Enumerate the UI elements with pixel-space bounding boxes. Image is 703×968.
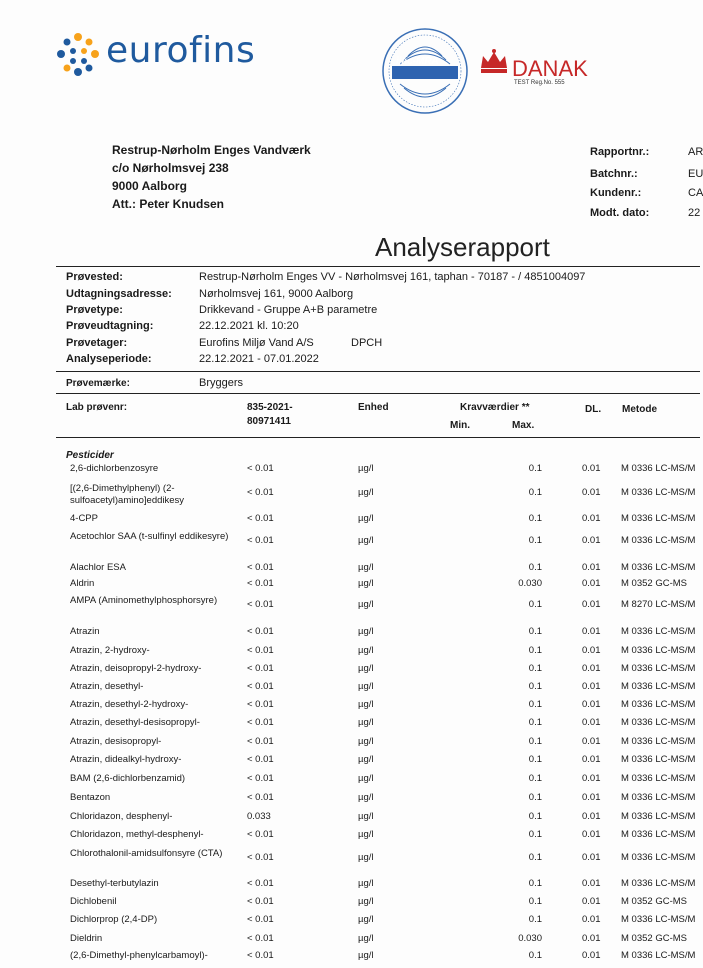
analyte-name: BAM (2,6-dichlorbenzamid) xyxy=(70,773,186,784)
max-value: 0.1 xyxy=(528,736,542,747)
customer-number-label: Kundenr.: xyxy=(590,187,642,199)
max-value: 0.1 xyxy=(528,829,542,840)
result-value: < 0.01 xyxy=(247,463,274,474)
method-value: M 0336 LC-MS/M xyxy=(621,463,696,474)
info-value: 22.12.2021 kl. 10:20 xyxy=(199,320,299,332)
method-value: M 0352 GC-MS xyxy=(621,896,687,907)
danak-logo-text: DANAK xyxy=(512,56,588,81)
method-value: M 0352 GC-MS xyxy=(621,578,687,589)
unit-value: µg/l xyxy=(358,578,374,589)
result-value: < 0.01 xyxy=(247,792,274,803)
unit-value: µg/l xyxy=(358,896,374,907)
table-row xyxy=(0,513,700,531)
method-value: M 0336 LC-MS/M xyxy=(621,487,696,498)
result-value: < 0.01 xyxy=(247,645,274,656)
method-value: M 0336 LC-MS/M xyxy=(621,663,696,674)
divider xyxy=(56,266,700,267)
info-value: 22.12.2021 - 07.01.2022 xyxy=(199,353,319,365)
table-row xyxy=(0,896,700,914)
dl-value: 0.01 xyxy=(582,717,601,728)
unit-value: µg/l xyxy=(358,950,374,961)
address-line-2: c/o Nørholmsvej 238 xyxy=(112,161,229,175)
dl-value: 0.01 xyxy=(582,773,601,784)
result-value: < 0.01 xyxy=(247,773,274,784)
result-value: < 0.01 xyxy=(247,599,274,610)
info-label: Prøvested: xyxy=(66,271,123,283)
table-row xyxy=(0,754,700,772)
dl-value: 0.01 xyxy=(582,792,601,803)
dl-value: 0.01 xyxy=(582,829,601,840)
address-line-4: Att.: Peter Knudsen xyxy=(112,197,225,211)
max-value: 0.1 xyxy=(528,852,542,863)
section-title: Pesticider xyxy=(66,450,114,461)
max-value: 0.1 xyxy=(528,535,542,546)
unit-value: µg/l xyxy=(358,487,374,498)
result-value: < 0.01 xyxy=(247,878,274,889)
col-sample-no-1: 835-2021- xyxy=(247,402,293,413)
analyte-name: Aldrin xyxy=(70,578,95,589)
max-value: 0.1 xyxy=(528,896,542,907)
analyte-name: Dieldrin xyxy=(70,933,103,944)
method-value: M 0352 GC-MS xyxy=(621,933,687,944)
dl-value: 0.01 xyxy=(582,535,601,546)
info-value: Restrup-Nørholm Enges VV - Nørholmsvej 161, taphan - 70187 - / 4851004097 xyxy=(199,271,586,283)
dl-value: 0.01 xyxy=(582,578,601,589)
max-value: 0.1 xyxy=(528,599,542,610)
customer-number-value: CA xyxy=(688,187,703,199)
table-row xyxy=(0,848,700,866)
result-value: < 0.01 xyxy=(247,914,274,925)
report-number-value: AR xyxy=(688,146,703,158)
method-value: M 0336 LC-MS/M xyxy=(621,626,696,637)
table-row xyxy=(0,736,700,754)
info-label: Prøvetype: xyxy=(66,304,123,316)
analyte-name: Alachlor ESA xyxy=(70,562,126,573)
method-value: M 8270 LC-MS/M xyxy=(621,599,696,610)
max-value: 0.1 xyxy=(528,792,542,803)
max-value: 0.1 xyxy=(528,699,542,710)
unit-value: µg/l xyxy=(358,463,374,474)
report-number-label: Rapportnr.: xyxy=(590,146,650,158)
method-value: M 0336 LC-MS/M xyxy=(621,535,696,546)
method-value: M 0336 LC-MS/M xyxy=(621,562,696,573)
table-row xyxy=(0,645,700,663)
unit-value: µg/l xyxy=(358,699,374,710)
table-row xyxy=(0,914,700,932)
result-value: < 0.01 xyxy=(247,933,274,944)
dl-value: 0.01 xyxy=(582,599,601,610)
col-dl-header: DL. xyxy=(585,404,602,415)
divider xyxy=(56,393,700,394)
result-value: < 0.01 xyxy=(247,950,274,961)
analyte-name: Chloridazon, methyl-desphenyl- xyxy=(70,829,204,840)
ilac-mra-seal-icon xyxy=(380,26,470,116)
dl-value: 0.01 xyxy=(582,487,601,498)
unit-value: µg/l xyxy=(358,773,374,784)
result-value: < 0.01 xyxy=(247,736,274,747)
unit-value: µg/l xyxy=(358,626,374,637)
method-value: M 0336 LC-MS/M xyxy=(621,699,696,710)
batch-number-label: Batchnr.: xyxy=(590,168,638,180)
table-row xyxy=(0,792,700,810)
max-value: 0.1 xyxy=(528,663,542,674)
table-row xyxy=(0,699,700,717)
analyte-name: 4-CPP xyxy=(70,513,98,524)
result-value: < 0.01 xyxy=(247,626,274,637)
dl-value: 0.01 xyxy=(582,562,601,573)
analyte-name: Atrazin, desisopropyl- xyxy=(70,736,162,747)
max-value: 0.1 xyxy=(528,773,542,784)
max-value: 0.1 xyxy=(528,681,542,692)
analyte-name: Atrazin, 2-hydroxy- xyxy=(70,645,150,656)
table-row xyxy=(0,578,700,596)
method-value: M 0336 LC-MS/M xyxy=(621,681,696,692)
unit-value: µg/l xyxy=(358,513,374,524)
batch-number-value: EU xyxy=(688,168,703,180)
method-value: M 0336 LC-MS/M xyxy=(621,914,696,925)
unit-value: µg/l xyxy=(358,811,374,822)
result-value: < 0.01 xyxy=(247,663,274,674)
dl-value: 0.01 xyxy=(582,699,601,710)
dl-value: 0.01 xyxy=(582,626,601,637)
dl-value: 0.01 xyxy=(582,878,601,889)
col-max-header: Max. xyxy=(512,420,535,431)
col-lab-header: Lab prøvenr: xyxy=(66,402,128,413)
max-value: 0.1 xyxy=(528,463,542,474)
unit-value: µg/l xyxy=(358,933,374,944)
info-label: Prøveudtagning: xyxy=(66,320,154,332)
unit-value: µg/l xyxy=(358,792,374,803)
dl-value: 0.01 xyxy=(582,950,601,961)
dl-value: 0.01 xyxy=(582,736,601,747)
table-row xyxy=(0,626,700,644)
max-value: 0.1 xyxy=(528,754,542,765)
unit-value: µg/l xyxy=(358,599,374,610)
result-value: < 0.01 xyxy=(247,829,274,840)
unit-value: µg/l xyxy=(358,914,374,925)
unit-value: µg/l xyxy=(358,681,374,692)
max-value: 0.1 xyxy=(528,717,542,728)
table-row xyxy=(0,717,700,735)
info-value: Eurofins Miljø Vand A/S xyxy=(199,337,314,349)
table-row xyxy=(0,950,700,968)
table-row xyxy=(0,463,700,481)
unit-value: µg/l xyxy=(358,852,374,863)
col-unit-header: Enhed xyxy=(358,402,389,413)
result-value: < 0.01 xyxy=(247,562,274,573)
method-value: M 0336 LC-MS/M xyxy=(621,754,696,765)
info-label: Udtagningsadresse: xyxy=(66,288,172,300)
dl-value: 0.01 xyxy=(582,914,601,925)
result-value: < 0.01 xyxy=(247,681,274,692)
sampler-code: DPCH xyxy=(351,337,383,349)
analyte-name: Dichlorprop (2,4-DP) xyxy=(70,914,158,925)
result-value: < 0.01 xyxy=(247,487,274,498)
info-label: Analyseperiode: xyxy=(66,353,152,365)
max-value: 0.1 xyxy=(528,811,542,822)
address-line-1: Restrup-Nørholm Enges Vandværk xyxy=(112,143,311,157)
info-value: Nørholmsvej 161, 9000 Aalborg xyxy=(199,288,354,300)
method-value: M 0336 LC-MS/M xyxy=(621,736,696,747)
analyte-name: Desethyl-terbutylazin xyxy=(70,878,159,889)
result-value: 0.033 xyxy=(247,811,271,822)
max-value: 0.1 xyxy=(528,645,542,656)
method-value: M 0336 LC-MS/M xyxy=(621,878,696,889)
eurofins-logo-mark xyxy=(56,32,100,76)
col-sample-no-2: 80971411 xyxy=(247,416,291,427)
report-title: Analyserapport xyxy=(375,232,550,262)
table-row xyxy=(0,681,700,699)
analyte-name: AMPA (Aminomethylphosphorsyre) xyxy=(70,595,218,606)
col-min-header: Min. xyxy=(450,420,470,431)
table-row xyxy=(0,483,700,506)
method-value: M 0336 LC-MS/M xyxy=(621,773,696,784)
eurofins-logo-text: eurofins xyxy=(106,30,256,71)
dl-value: 0.01 xyxy=(582,463,601,474)
analyte-name: (2,6-Dimethyl-phenylcarbamoyl)- xyxy=(70,950,208,961)
max-value: 0.030 xyxy=(518,933,542,944)
result-value: < 0.01 xyxy=(247,578,274,589)
address-line-3: 9000 Aalborg xyxy=(112,179,187,193)
col-krav-header: Kravværdier ** xyxy=(460,402,530,413)
dl-value: 0.01 xyxy=(582,663,601,674)
max-value: 0.1 xyxy=(528,878,542,889)
max-value: 0.1 xyxy=(528,513,542,524)
dl-value: 0.01 xyxy=(582,933,601,944)
unit-value: µg/l xyxy=(358,829,374,840)
analyte-name: Dichlobenil xyxy=(70,896,117,907)
unit-value: µg/l xyxy=(358,535,374,546)
table-row xyxy=(0,595,700,613)
max-value: 0.1 xyxy=(528,950,542,961)
received-date-label: Modt. dato: xyxy=(590,207,650,219)
method-value: M 0336 LC-MS/M xyxy=(621,645,696,656)
unit-value: µg/l xyxy=(358,878,374,889)
received-date-value: 22 xyxy=(688,207,701,219)
dl-value: 0.01 xyxy=(582,681,601,692)
sample-mark-label: Prøvemærke: xyxy=(66,378,130,389)
unit-value: µg/l xyxy=(358,562,374,573)
method-value: M 0336 LC-MS/M xyxy=(621,792,696,803)
analyte-name: Atrazin, deisopropyl-2-hydroxy- xyxy=(70,663,202,674)
analyte-name: Chlorothalonil-amidsulfonsyre (CTA) xyxy=(70,848,223,859)
method-value: M 0336 LC-MS/M xyxy=(621,811,696,822)
dl-value: 0.01 xyxy=(582,513,601,524)
dl-value: 0.01 xyxy=(582,754,601,765)
divider xyxy=(56,371,700,372)
max-value: 0.1 xyxy=(528,914,542,925)
table-row xyxy=(0,933,700,951)
analyte-name: Bentazon xyxy=(70,792,111,803)
result-value: < 0.01 xyxy=(247,535,274,546)
result-value: < 0.01 xyxy=(247,699,274,710)
analyte-name: Chloridazon, desphenyl- xyxy=(70,811,173,822)
table-row xyxy=(0,878,700,896)
info-value: Drikkevand - Gruppe A+B parametre xyxy=(199,304,378,316)
max-value: 0.1 xyxy=(528,487,542,498)
analyte-name: Acetochlor SAA (t-sulfinyl eddikesyre) xyxy=(70,531,229,542)
analyte-name: Atrazin, desethyl-2-hydroxy- xyxy=(70,699,189,710)
unit-value: µg/l xyxy=(358,754,374,765)
method-value: M 0336 LC-MS/M xyxy=(621,950,696,961)
ilac-mra-text: ilac-MRA xyxy=(396,56,439,67)
max-value: 0.1 xyxy=(528,626,542,637)
table-row xyxy=(0,829,700,847)
table-row xyxy=(0,811,700,829)
dl-value: 0.01 xyxy=(582,645,601,656)
method-value: M 0336 LC-MS/M xyxy=(621,717,696,728)
analyte-name: Atrazin xyxy=(70,626,100,637)
analyte-name: Atrazin, desethyl- xyxy=(70,681,144,692)
dl-value: 0.01 xyxy=(582,852,601,863)
col-method-header: Metode xyxy=(622,404,657,415)
table-row xyxy=(0,663,700,681)
analyte-name: 2,6-dichlorbenzosyre xyxy=(70,463,159,474)
unit-value: µg/l xyxy=(358,717,374,728)
analyte-name: Atrazin, didealkyl-hydroxy- xyxy=(70,754,182,765)
sample-mark-value: Bryggers xyxy=(199,377,244,389)
analyte-name: Atrazin, desethyl-desisopropyl- xyxy=(70,717,200,728)
result-value: < 0.01 xyxy=(247,754,274,765)
dl-value: 0.01 xyxy=(582,811,601,822)
unit-value: µg/l xyxy=(358,645,374,656)
table-row xyxy=(0,773,700,791)
dl-value: 0.01 xyxy=(582,896,601,907)
result-value: < 0.01 xyxy=(247,717,274,728)
unit-value: µg/l xyxy=(358,663,374,674)
max-value: 0.030 xyxy=(518,578,542,589)
danak-reg-no: TEST Reg.No. 555 xyxy=(514,80,565,86)
method-value: M 0336 LC-MS/M xyxy=(621,829,696,840)
table-row xyxy=(0,531,700,549)
danak-crown-icon xyxy=(478,48,510,78)
max-value: 0.1 xyxy=(528,562,542,573)
method-value: M 0336 LC-MS/M xyxy=(621,513,696,524)
divider xyxy=(56,437,700,438)
result-value: < 0.01 xyxy=(247,852,274,863)
info-label: Prøvetager: xyxy=(66,337,128,349)
result-value: < 0.01 xyxy=(247,896,274,907)
unit-value: µg/l xyxy=(358,736,374,747)
method-value: M 0336 LC-MS/M xyxy=(621,852,696,863)
analyte-name: [(2,6-Dimethylphenyl) (2-sulfoacetyl)amino]eddikesy xyxy=(70,483,185,506)
result-value: < 0.01 xyxy=(247,513,274,524)
